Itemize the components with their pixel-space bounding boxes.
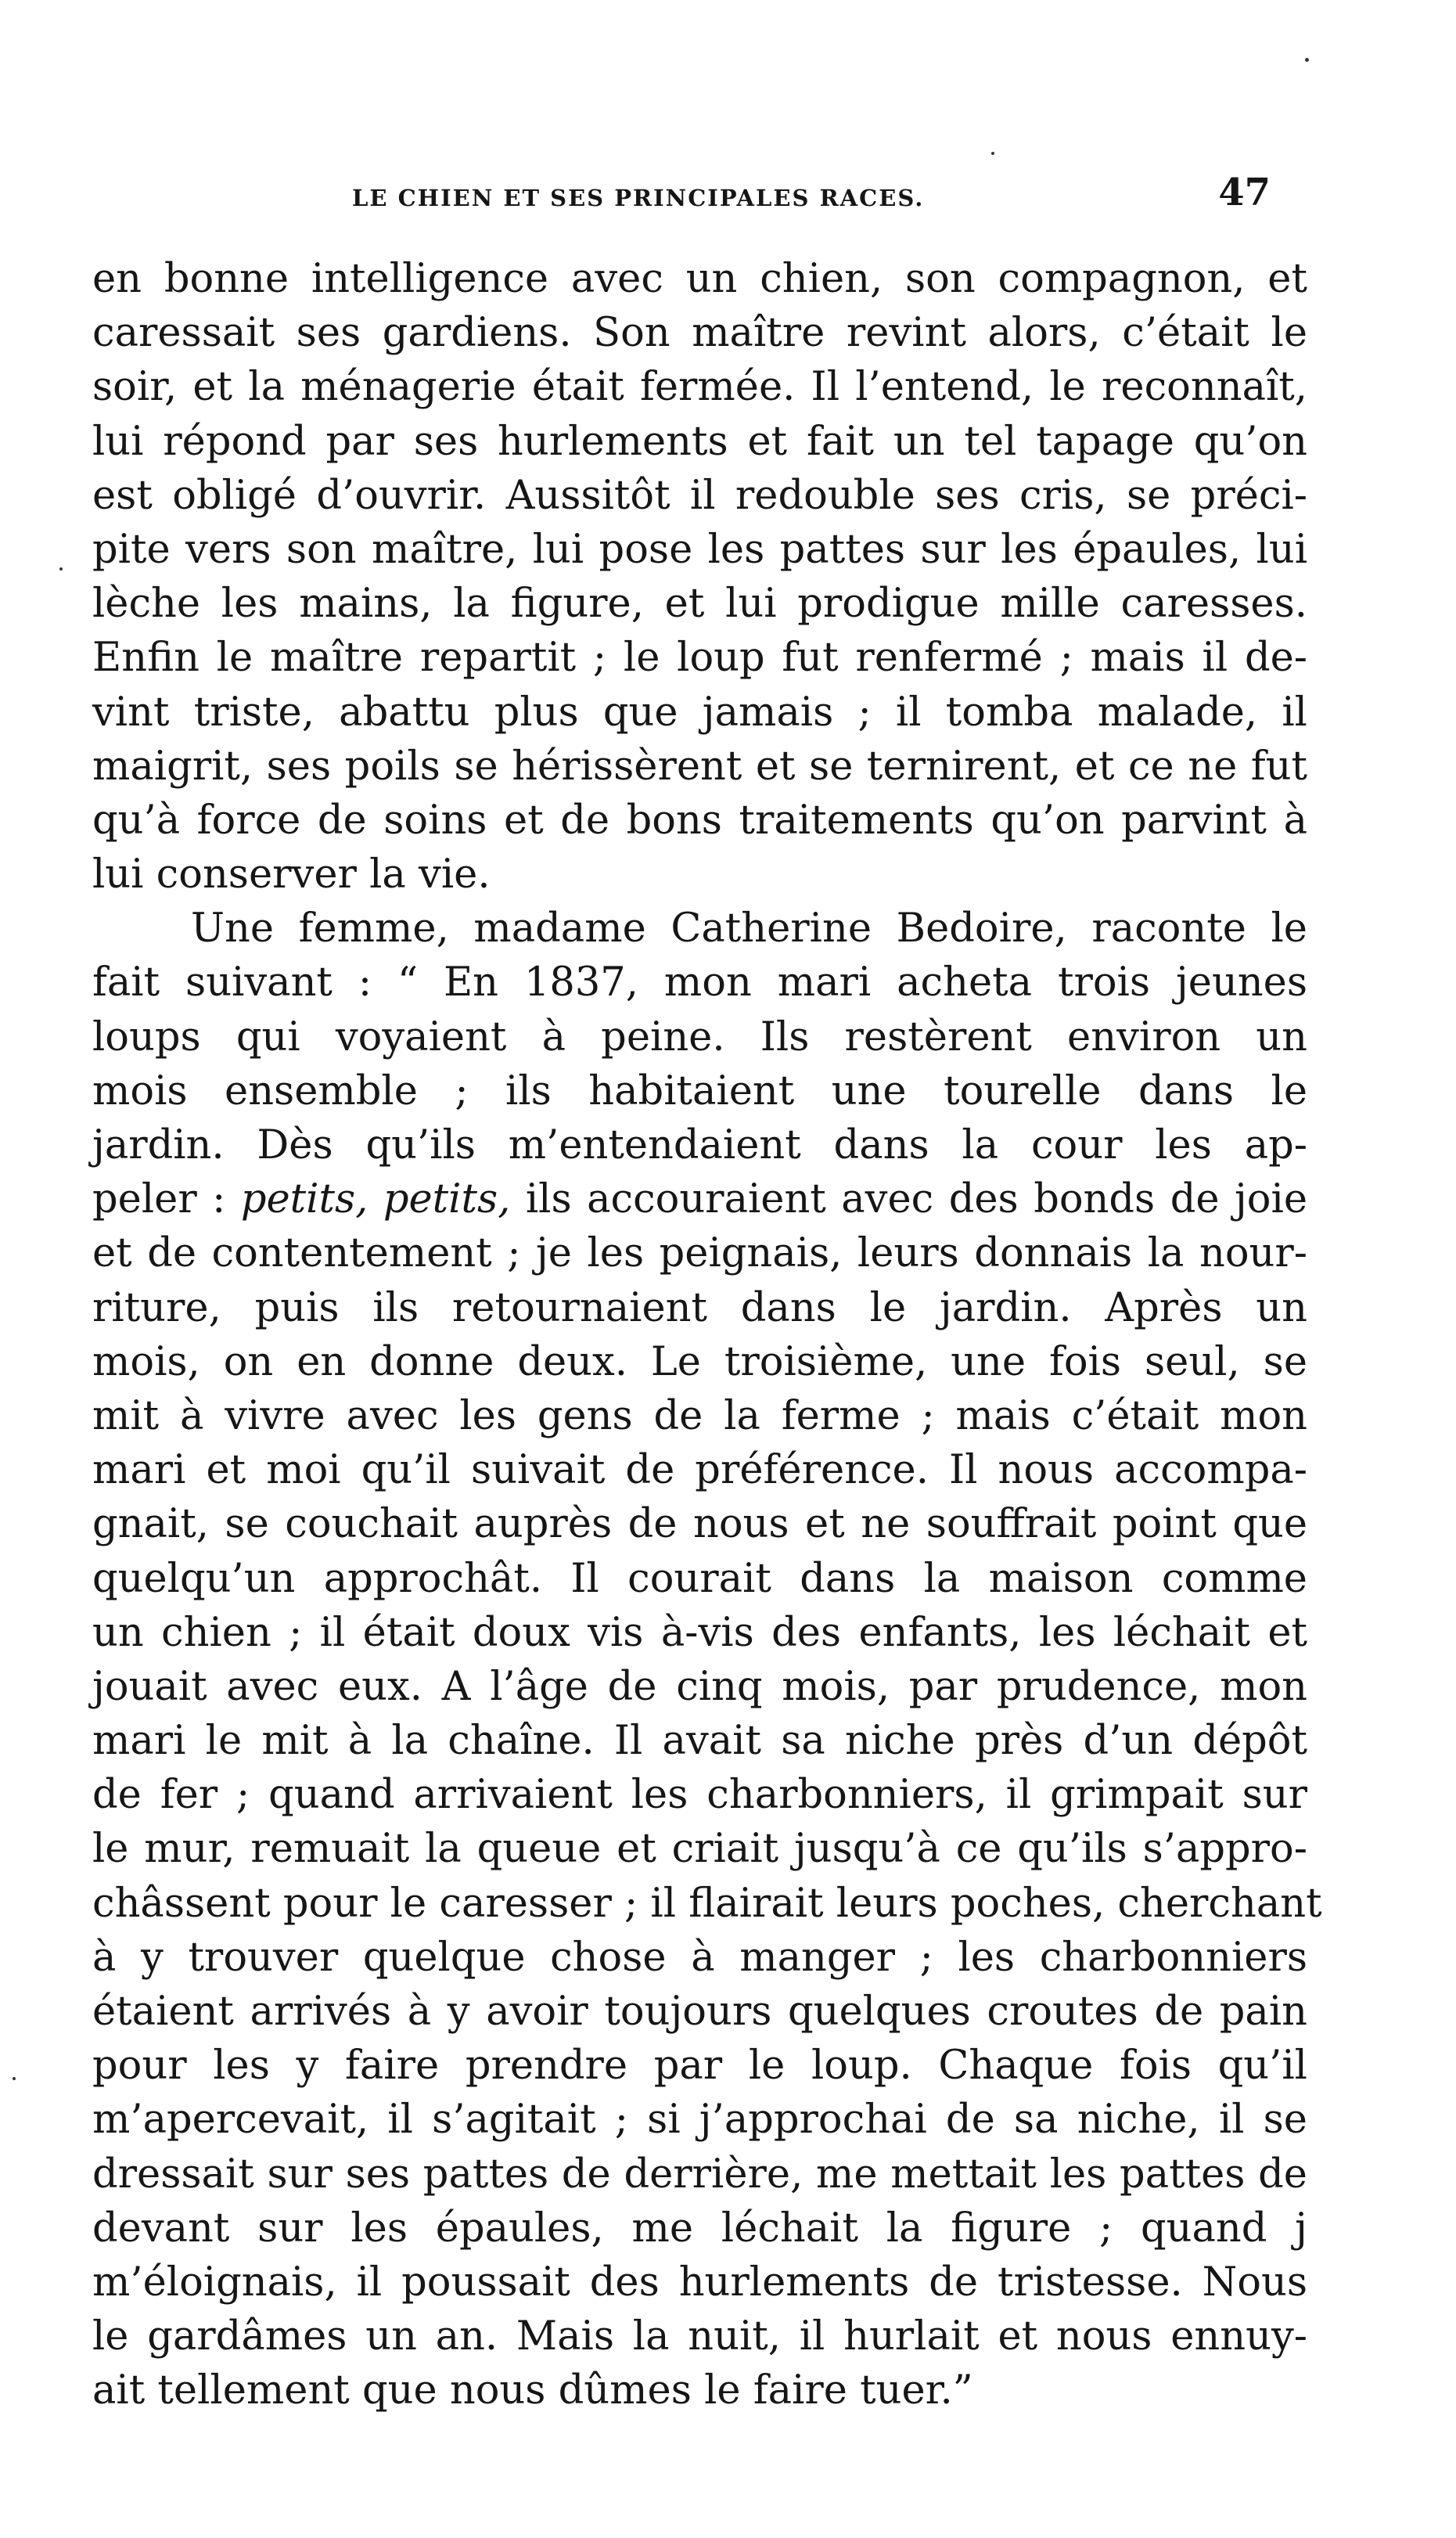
text-run: en bonne intelligence avec un chien, son compagnon, et	[92, 256, 1307, 302]
text-run: de fer ; quand arrivaient les charbonniers, il grimpait sur	[92, 1772, 1307, 1819]
text-run: dressait sur ses pattes de derrière, me mettait les pattes de	[92, 2151, 1307, 2198]
text-run: le mur, remuait la queue et criait jusqu’à ce qu’ils s’appro-	[92, 1826, 1307, 1873]
text-run: un chien ; il était doux vis à-vis des enfants, les léchait et	[92, 1609, 1307, 1656]
text-run: m’éloignais, il poussait des hurlements de tristesse. Nous	[92, 2259, 1307, 2306]
text-line	[92, 469, 1307, 523]
text-line	[92, 1714, 1307, 1768]
text-line	[92, 902, 1307, 956]
text-run: vint triste, abattu plus que jamais ; il tomba malade, il	[92, 689, 1307, 736]
text-line	[92, 686, 1307, 740]
text-line	[92, 631, 1307, 685]
text-run: caressait ses gardiens. Son maître revint alors, c’était le	[92, 310, 1307, 357]
text-run: mit à vivre avec les gens de la ferme ; mais c’était mon	[92, 1392, 1307, 1439]
body-text	[92, 252, 1322, 2418]
text-line	[92, 1822, 1307, 1876]
text-line	[92, 306, 1307, 360]
text-run: Une femme, madame Catherine Bedoire, raconte le	[191, 905, 1307, 952]
text-line	[92, 848, 1307, 902]
text-line	[92, 2201, 1307, 2255]
text-line	[92, 1768, 1307, 1822]
text-run: à y trouver quelque chose à manger ; les charbonniers	[92, 1934, 1307, 1981]
text-run: mois ensemble ; ils habitaient une tourelle dans le	[92, 1067, 1307, 1114]
text-line	[92, 2147, 1307, 2201]
paper-speck	[59, 567, 63, 571]
paper-speck	[1305, 58, 1309, 62]
text-run: qu’à force de soins et de bons traitements qu’on parvint à	[92, 797, 1307, 844]
text-run: gnait, se couchait auprès de nous et ne souffrait point que	[92, 1501, 1307, 1548]
text-line	[92, 2039, 1307, 2093]
text-run: quelqu’un approchât. Il courait dans la maison comme	[92, 1555, 1307, 1602]
running-head: LE CHIEN ET SES PRINCIPALES RACES.	[352, 185, 925, 211]
text-run: ils accouraient avec des bonds de joie	[510, 1176, 1308, 1223]
italic-text-run: petits, petits,	[240, 1176, 511, 1223]
text-run: lèche les mains, la figure, et lui prodigue mille caresses.	[92, 581, 1307, 628]
text-run: est obligé d’ouvrir. Aussitôt il redouble ses cris, se préci-	[92, 472, 1307, 519]
text-run: mari le mit à la chaîne. Il avait sa niche près d’un dépôt	[92, 1718, 1307, 1765]
text-line	[92, 2255, 1307, 2309]
text-run: peler :	[92, 1176, 241, 1223]
text-line	[92, 1281, 1307, 1335]
text-run: Enfin le maître repartit ; le loup fut renfermé ; mais il de-	[92, 635, 1307, 682]
text-line	[92, 360, 1307, 414]
text-run: devant sur les épaules, me léchait la figure ; quand j	[92, 2205, 1307, 2252]
text-run: pite vers son maître, lui pose les pattes sur les épaules, lui	[92, 526, 1307, 573]
text-line	[92, 1497, 1307, 1551]
text-line	[92, 1606, 1307, 1660]
text-run: mois, on en donne deux. Le troisième, une fois seul, se	[92, 1338, 1307, 1385]
text-line	[92, 1660, 1307, 1714]
text-line	[92, 956, 1307, 1010]
text-line	[92, 415, 1307, 469]
text-line	[92, 1335, 1307, 1389]
text-line	[92, 523, 1307, 577]
text-line	[92, 1877, 1322, 1931]
text-line	[92, 1226, 1307, 1280]
text-line	[92, 1118, 1307, 1172]
paper-speck	[13, 2077, 16, 2080]
text-line	[92, 1443, 1307, 1497]
text-run: m’apercevait, il s’agitait ; si j’approchai de sa niche, il se	[92, 2097, 1307, 2144]
text-line	[92, 1389, 1307, 1443]
text-line	[92, 794, 1307, 848]
text-run: fait suivant : “ En 1837, mon mari acheta trois jeunes	[92, 959, 1307, 1006]
text-run: maigrit, ses poils se hérissèrent et se ternirent, et ce ne fut	[92, 743, 1307, 790]
text-run: mari et moi qu’il suivait de préférence. Il nous accompa-	[92, 1447, 1307, 1494]
text-run: riture, puis ils retournaient dans le jardin. Après un	[92, 1284, 1307, 1331]
text-line	[92, 1064, 1307, 1118]
text-run: jouait avec eux. A l’âge de cinq mois, par prudence, mon	[92, 1663, 1307, 1710]
text-line	[92, 1931, 1307, 1985]
text-run: jardin. Dès qu’ils m’entendaient dans la cour les ap-	[92, 1122, 1307, 1168]
text-line	[92, 1172, 1307, 1226]
text-line	[92, 577, 1307, 631]
text-line	[92, 2363, 1307, 2417]
text-line	[92, 740, 1307, 794]
text-run: loups qui voyaient à peine. Ils restèrent environ un	[92, 1013, 1307, 1060]
text-line	[92, 252, 1307, 306]
text-line	[92, 1010, 1307, 1064]
text-line	[92, 1552, 1307, 1606]
text-line	[92, 2093, 1307, 2147]
text-run: ait tellement que nous dûmes le faire tuer.”	[92, 2367, 973, 2414]
text-line	[92, 2309, 1307, 2363]
text-run: lui répond par ses hurlements et fait un tel tapage qu’on	[92, 418, 1307, 465]
page-number: 47	[1218, 171, 1271, 214]
text-run: châssent pour le caresser ; il flairait leurs poches, cherchant	[92, 1880, 1322, 1927]
text-run: le gardâmes un an. Mais la nuit, il hurlait et nous ennuy-	[92, 2313, 1307, 2360]
text-run: étaient arrivés à y avoir toujours quelques croutes de pain	[92, 1989, 1307, 2035]
text-run: lui conserver la vie.	[92, 851, 491, 898]
text-run: pour les y faire prendre par le loup. Chaque fois qu’il	[92, 2043, 1307, 2090]
text-line	[92, 1985, 1307, 2039]
text-run: soir, et la ménagerie était fermée. Il l’entend, le reconnaît,	[92, 364, 1307, 411]
text-run: et de contentement ; je les peignais, leurs donnais la nour-	[92, 1230, 1307, 1277]
paper-speck	[991, 152, 994, 155]
